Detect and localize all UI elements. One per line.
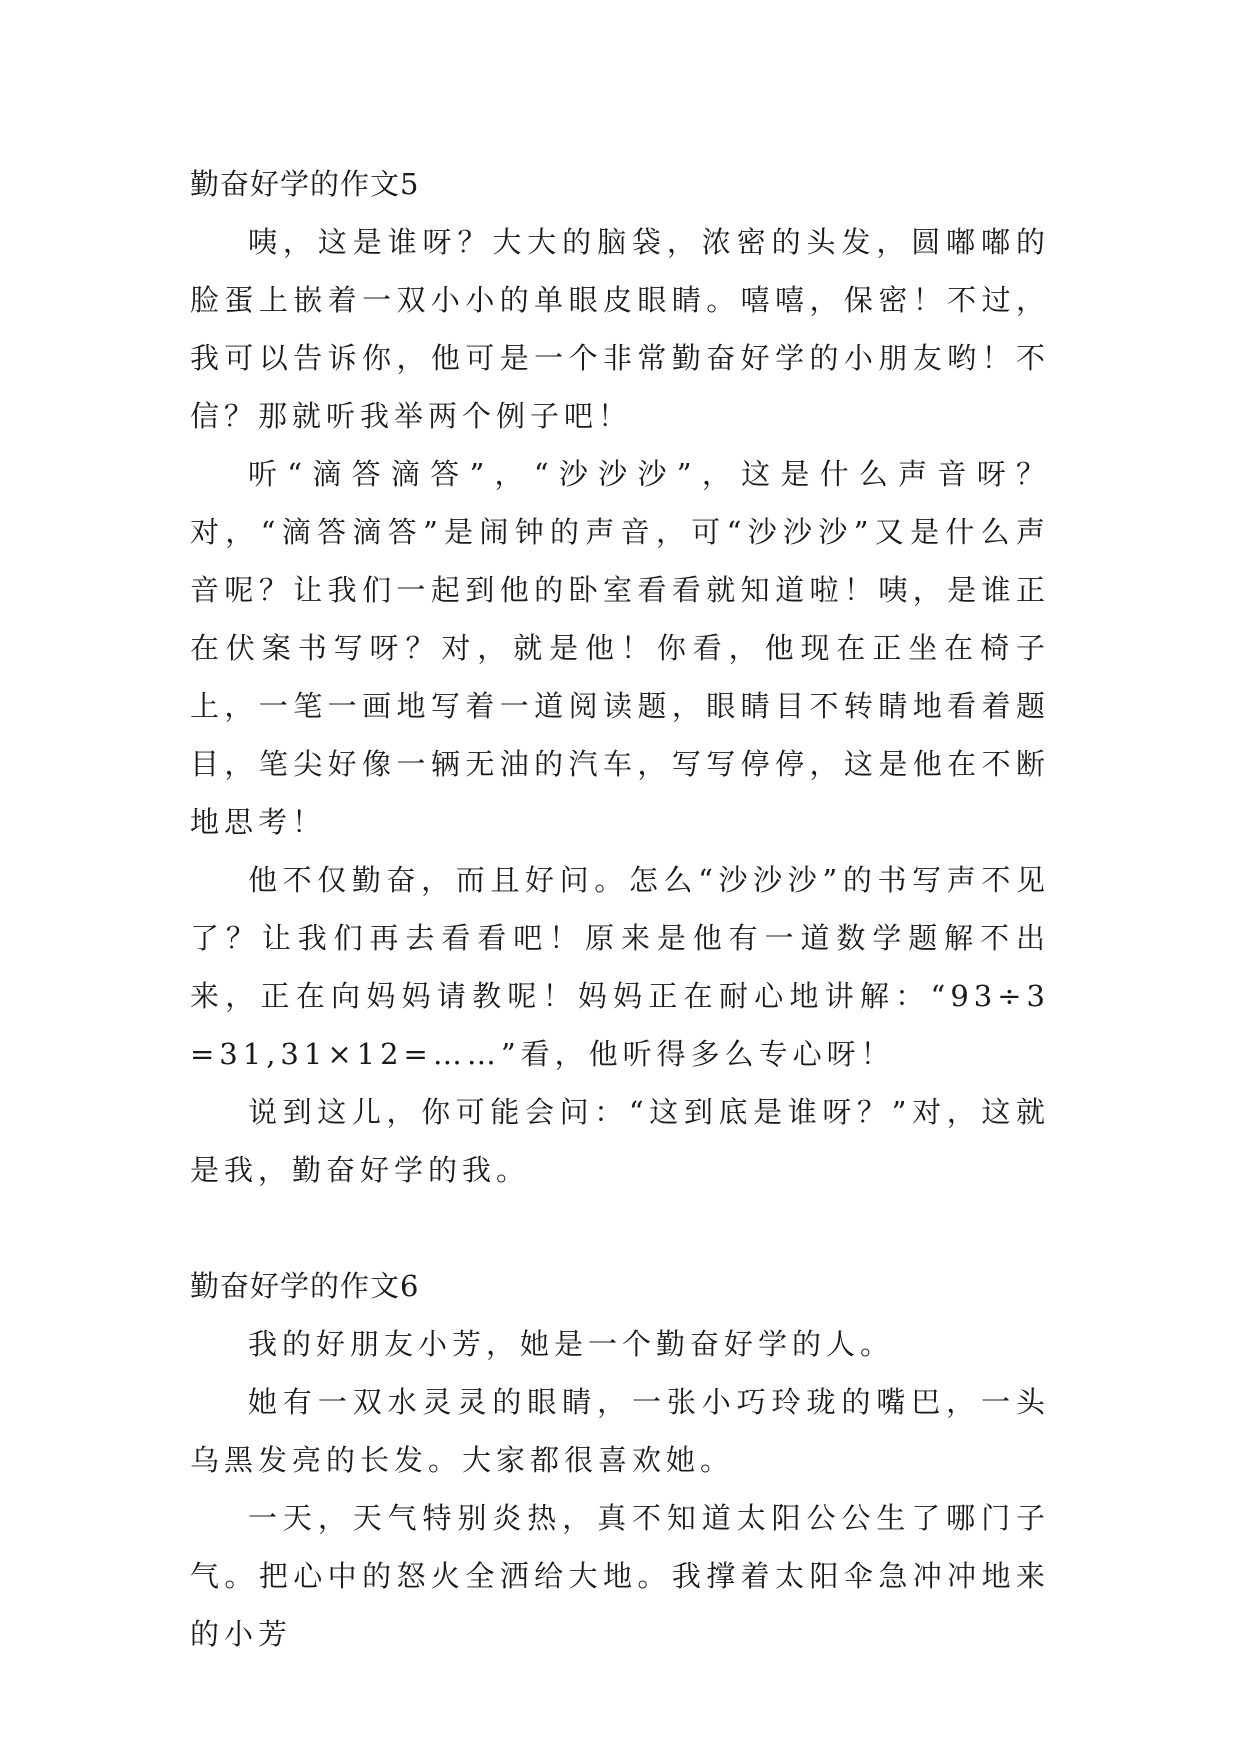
paragraph: 我的好朋友小芳，她是一个勤奋好学的人。 xyxy=(248,1327,895,1361)
paragraph: 咦，这是谁呀？大大的脑袋，浓密的头发，圆嘟嘟的脸蛋上嵌着一双小小的单眼皮眼睛。嘻嘻，保密！不过，我可以告诉你，他可是一个非常勤奋好学的小朋友哟！不信？那就听我举两个例子吧！ xyxy=(190,225,1050,433)
paragraph: 听“滴答滴答”，“沙沙沙”，这是什么声音呀？对，“滴答滴答”是闹钟的声音，可“沙沙沙”又是什么声音呢？让我们一起到他的卧室看看就知道啦！咦，是谁正在伏案书写呀？对，就是他！你看，他现在正坐在椅子上，一笔一画地写着一道阅读题，眼睛目不转睛地看着题目，笔尖好像一辆无油的汽车，写写停停，这是他在不断地思考！ xyxy=(190,457,1050,839)
document-body xyxy=(190,155,1050,1663)
paragraph: 一天，天气特别炎热，真不知道太阳公公生了哪门子气。把心中的怒火全洒给大地。我撑着太阳伞急冲冲地来的小芳 xyxy=(190,1501,1050,1651)
paragraph: 她有一双水灵灵的眼睛，一张小巧玲珑的嘴巴，一头乌黑发亮的长发。大家都很喜欢她。 xyxy=(190,1385,1050,1477)
section-divider-space xyxy=(190,1199,1050,1257)
essay-title: 勤奋好学的作文6 xyxy=(190,1269,420,1303)
essay-6 xyxy=(190,1257,1050,1663)
paragraph: 说到这儿，你可能会问：“这到底是谁呀？”对，这就是我，勤奋好学的我。 xyxy=(190,1095,1050,1187)
essay-5 xyxy=(190,155,1050,1199)
essay-title: 勤奋好学的作文5 xyxy=(190,167,420,201)
paragraph: 他不仅勤奋，而且好问。怎么“沙沙沙”的书写声不见了？让我们再去看看吧！原来是他有一道数学题解不出来，正在向妈妈请教呢！妈妈正在耐心地讲解：“93÷3=31,31×12=……”看，他听得多么专心呀！ xyxy=(190,863,1050,1071)
